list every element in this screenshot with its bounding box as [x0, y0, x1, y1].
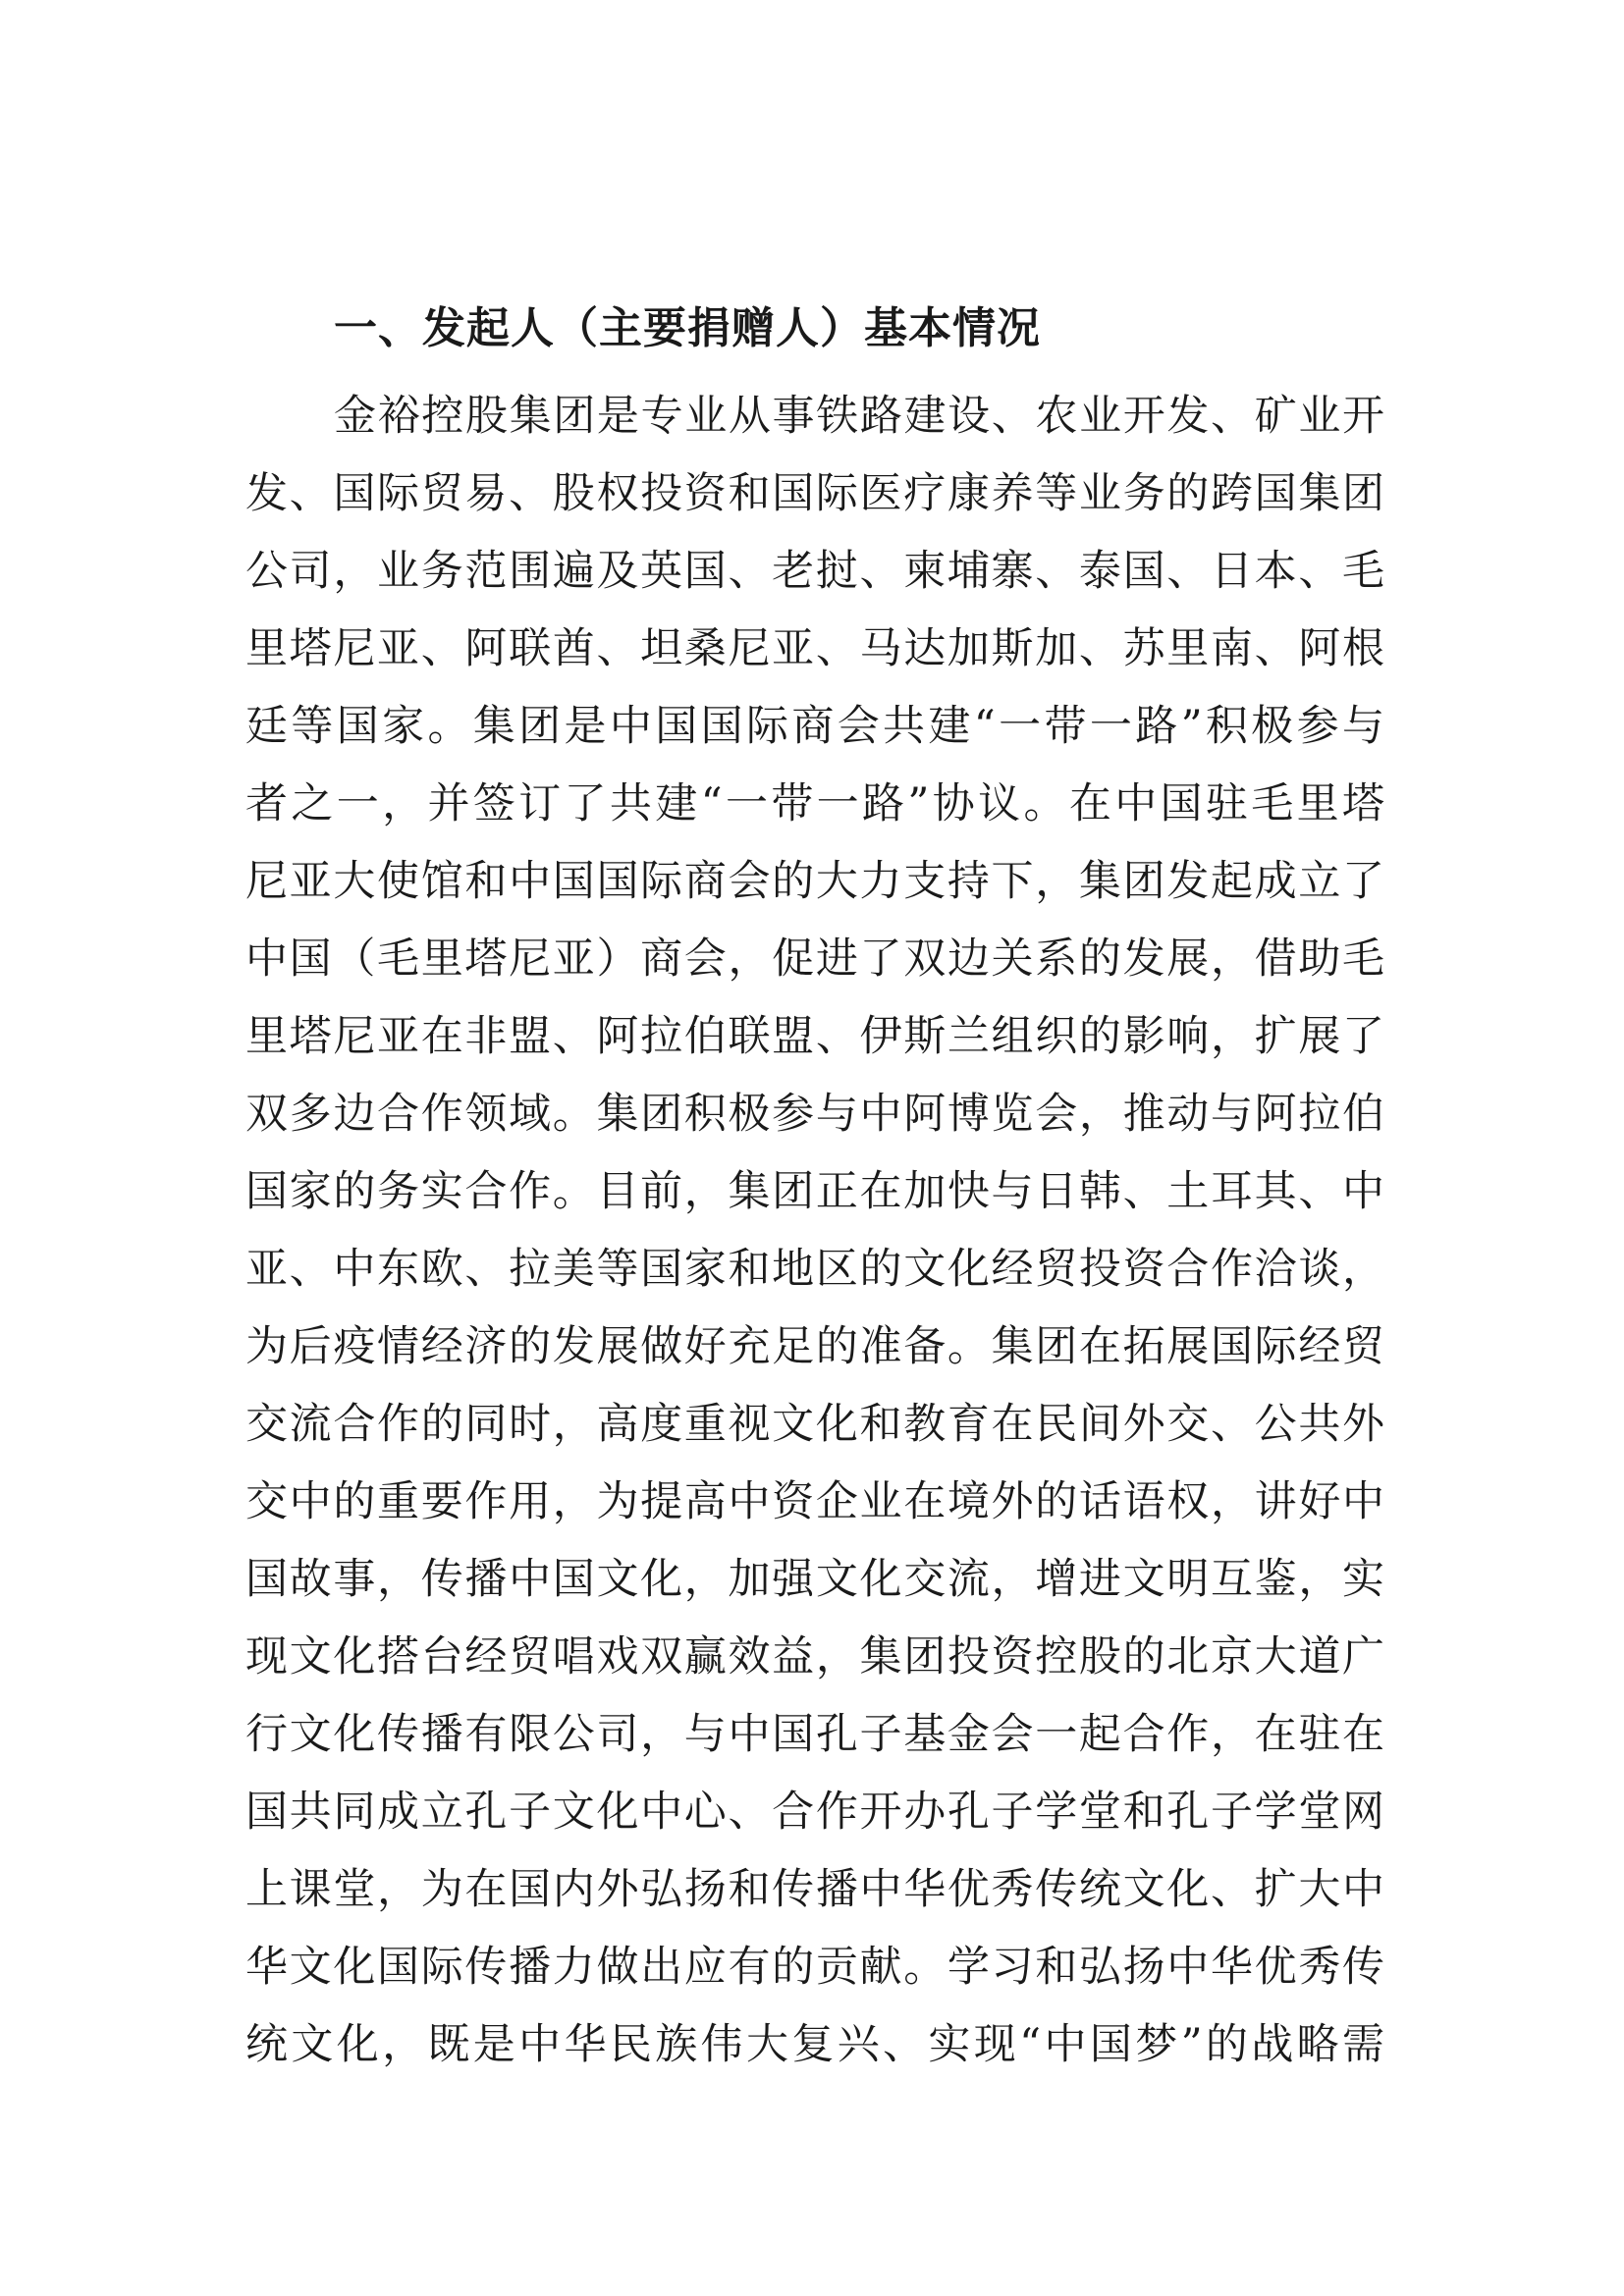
- paragraph-line: 者之一，并签订了共建“一带一路”协议。在中国驻毛里塔: [245, 779, 1384, 828]
- paragraph-line: 公司，业务范围遍及英国、老挝、柬埔寨、泰国、日本、毛: [245, 547, 1384, 596]
- body-paragraph: [245, 378, 1384, 2084]
- paragraph-line: 中国（毛里塔尼亚）商会，促进了双边关系的发展，借助毛: [245, 934, 1384, 984]
- paragraph-line: 发、国际贸易、股权投资和国际医疗康养等业务的跨国集团: [245, 469, 1384, 518]
- paragraph-line: 国共同成立孔子文化中心、合作开办孔子学堂和孔子学堂网: [245, 1788, 1384, 1837]
- paragraph-line: 亚、中东欧、拉美等国家和地区的文化经贸投资合作洽谈，: [245, 1245, 1384, 1294]
- paragraph-line: 国家的务实合作。目前，集团正在加快与日韩、土耳其、中: [245, 1167, 1384, 1216]
- paragraph-line: 交中的重要作用，为提高中资企业在境外的话语权，讲好中: [245, 1477, 1384, 1526]
- paragraph-line: 金裕控股集团是专业从事铁路建设、农业开发、矿业开: [334, 392, 1384, 441]
- paragraph-line: 里塔尼亚、阿联酋、坦桑尼亚、马达加斯加、苏里南、阿根: [245, 624, 1384, 673]
- paragraph-line: 统文化，既是中华民族伟大复兴、实现“中国梦”的战略需: [245, 2020, 1384, 2069]
- paragraph-line: 双多边合作领域。集团积极参与中阿博览会，推动与阿拉伯: [245, 1090, 1384, 1139]
- paragraph-line: 上课堂，为在国内外弘扬和传播中华优秀传统文化、扩大中: [245, 1865, 1384, 1914]
- paragraph-line: 廷等国家。集团是中国国际商会共建“一带一路”积极参与: [245, 702, 1384, 751]
- paragraph-line: 里塔尼亚在非盟、阿拉伯联盟、伊斯兰组织的影响，扩展了: [245, 1012, 1384, 1061]
- paragraph-line: 尼亚大使馆和中国国际商会的大力支持下，集团发起成立了: [245, 857, 1384, 906]
- paragraph-line: 为后疫情经济的发展做好充足的准备。集团在拓展国际经贸: [245, 1322, 1384, 1371]
- paragraph-line: 国故事，传播中国文化，加强文化交流，增进文明互鉴，实: [245, 1555, 1384, 1604]
- paragraph-line: 行文化传播有限公司，与中国孔子基金会一起合作，在驻在: [245, 1710, 1384, 1759]
- paragraph-line: 现文化搭台经贸唱戏双赢效益，集团投资控股的北京大道广: [245, 1632, 1384, 1682]
- section-heading: 一、发起人（主要捐赠人）基本情况: [334, 303, 1041, 353]
- paragraph-line: 华文化国际传播力做出应有的贡献。学习和弘扬中华优秀传: [245, 1943, 1384, 1992]
- paragraph-line: 交流合作的同时，高度重视文化和教育在民间外交、公共外: [245, 1400, 1384, 1449]
